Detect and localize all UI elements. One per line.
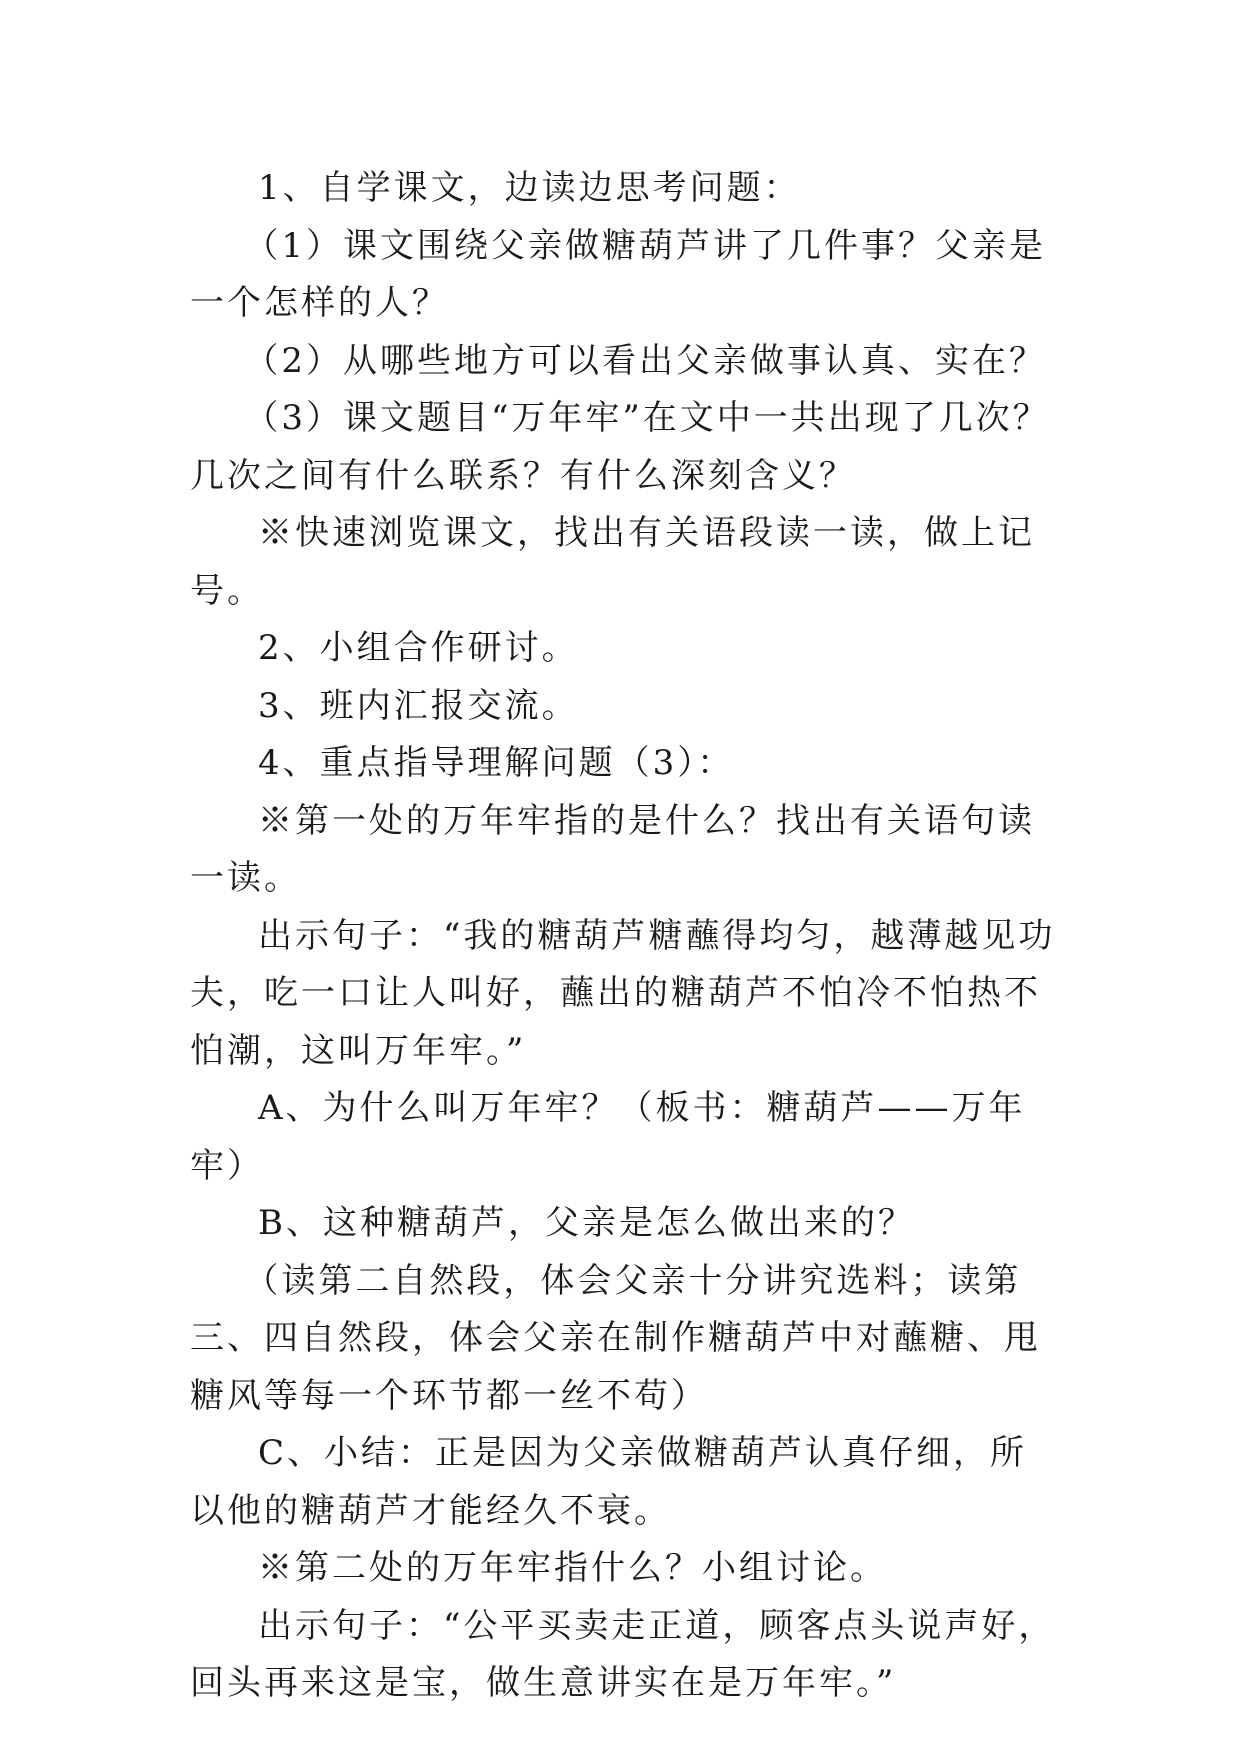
paragraph-question-1: （1）课文围绕父亲做糖葫芦讲了几件事？父亲是一个怎样的人？ [190, 225, 1047, 323]
paragraph-note-first: ※第一处的万年牢指的是什么？找出有关语句读一读。 [190, 800, 1035, 898]
paragraph-step-2: 2、小组合作研讨。 [258, 628, 579, 668]
paragraph-quote-1: 出示句子：“我的糖葫芦糖蘸得均匀，越薄越见功夫，吃一口让人叫好，蘸出的糖葫芦不怕冷不怕热不怕潮，这叫万年牢。” [190, 915, 1056, 1071]
document-body [190, 160, 1060, 1713]
paragraph-step-3: 3、班内汇报交流。 [258, 685, 579, 726]
paragraph-point-a: A、为什么叫万年牢？（板书：糖葫芦——万年牢） [190, 1088, 1026, 1186]
paragraph-question-2: （2）从哪些地方可以看出父亲做事认真、实在？ [244, 340, 1047, 381]
paragraph-point-b: B、这种糖葫芦，父亲是怎么做出来的？ [258, 1203, 915, 1243]
paragraph-note-second: ※第二处的万年牢指什么？小组讨论。 [258, 1548, 887, 1588]
paragraph-step-1: 1、自学课文，边读边思考问题： [258, 168, 801, 208]
paragraph-reading-note: （读第二自然段，体会父亲十分讲究选料；读第三、四自然段，体会父亲在制作糖葫芦中对蘸糖、甩糖风等每一个环节都一丝不苟） [190, 1260, 1041, 1416]
paragraph-note-browse: ※快速浏览课文，找出有关语段读一读，做上记号。 [190, 513, 1035, 611]
paragraph-point-c: C、小结：正是因为父亲做糖葫芦认真仔细，所以他的糖葫芦才能经久不衰。 [190, 1433, 1028, 1531]
paragraph-quote-2: 出示句子：“公平买卖走正道，顾客点头说声好，回头再来这是宝，做生意讲实在是万年牢。” [190, 1605, 1056, 1703]
paragraph-step-4: 4、重点指导理解问题（3）： [258, 743, 735, 783]
paragraph-question-3: （3）课文题目“万年牢”在文中一共出现了几次？几次之间有什么联系？有什么深刻含义？ [190, 398, 1050, 496]
